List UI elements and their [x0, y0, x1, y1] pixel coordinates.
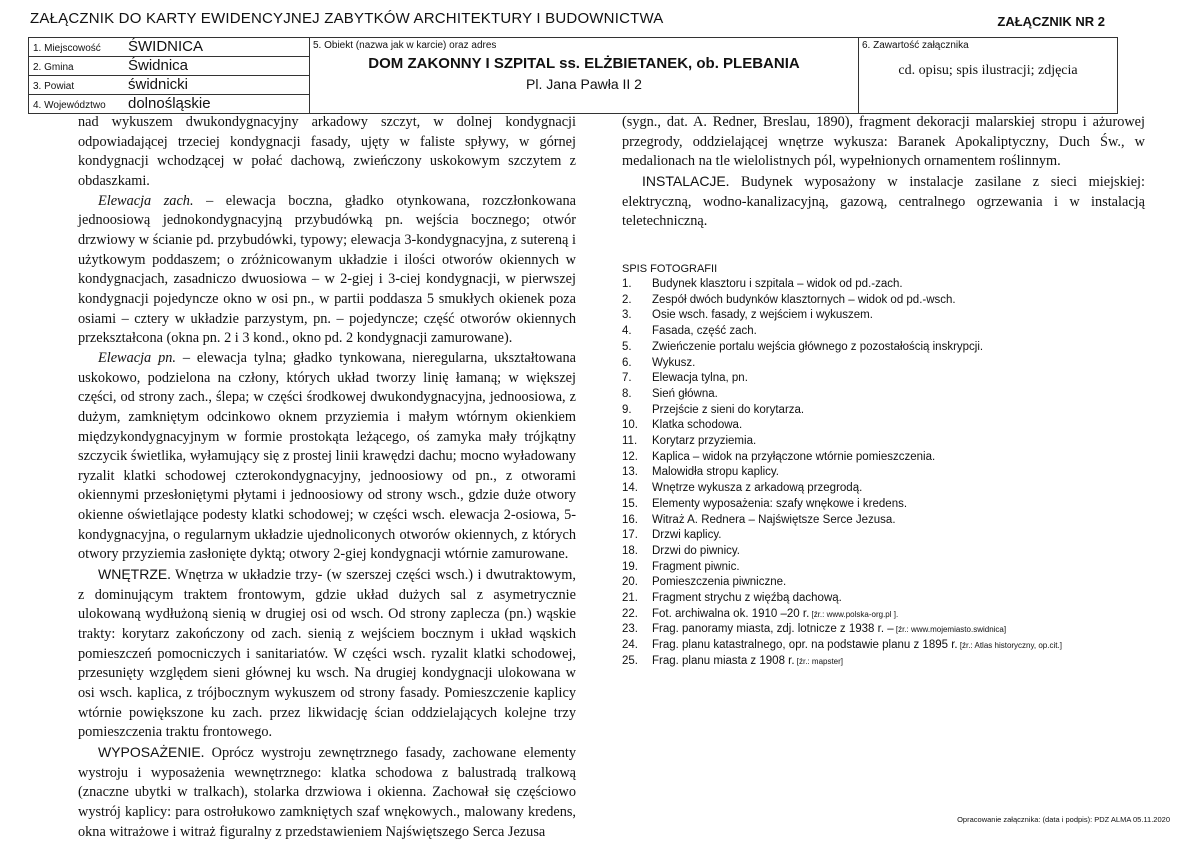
location-fields: [29, 38, 310, 114]
section-heading: Elewacja pn.: [98, 349, 176, 366]
field-value: świdnicki: [128, 76, 189, 93]
photo-list-item: [622, 356, 1182, 372]
photo-list-item: [622, 513, 1182, 529]
field-value: Świdnica: [128, 57, 189, 74]
object-cell: [310, 38, 859, 114]
photo-number: 12.: [622, 450, 638, 463]
photo-caption: Frag. panoramy miasta, zdj. lotnicze z 1938 r. –: [652, 623, 894, 636]
photo-number: 11.: [622, 435, 638, 448]
photo-list-item: [622, 654, 1182, 670]
photo-list-item: [622, 591, 1182, 607]
photo-list-title: SPIS FOTOGRAFII: [622, 263, 718, 275]
field-county: [29, 76, 309, 95]
photo-list-item: [622, 528, 1182, 544]
photo-caption: Kaplica – widok na przyłączone wtórnie pomieszczenia.: [652, 450, 936, 463]
paragraph-facade-continued: nad wykuszem dwukondygnacyjny arkadowy szczyt, w dolnej kondygnacji odpowiadającej trzeciej kondygnacji fasady, ujęty w faliste spływy, w górnej kondygnacji wchodzącej w połać dachową, zwieńczony uskokowym szczytem z obdaszkami.: [78, 114, 576, 189]
photo-list-item: [622, 293, 1182, 309]
photo-number: 4.: [622, 325, 632, 338]
field-label: 2. Gmina: [33, 62, 74, 73]
paragraph-text: – elewacja tylna; gładko tynkowana, nieregularna, ukształtowana uskokowo, podzielona na człony, których układ tworzy linię łamaną; w większej części, od strony zach., ślepa; w części środkowej dwukondygnacyjna, jednoosiowa, z dużym, zamkniętym odcinkowo oknem przyziemia i małym wtórnym okienkiem międzykondygnacyjnym w formie prostokąta leżącego, oś zamyka mały trójkątny szczycik świetlika, wyłamujący się z prostej linii krawędzi dachu; mocno wyładowany ryzalit klatki schodowej czterokondygnacyjny, jednoosiowy od pn., z otworami okiennymi przesłoniętymi płytami i jednoosiowy od strony wsch., gdzie duże otwory okienne oświetlające podesty klatki schodowej; w części wsch. elewacja 2-osiowa, 5-kondygnacyjna, o regularnym układzie ujednoliconych otworów okiennych, z których otwory przyziemia zasłonięte dyktą; otwory 2-giej kondygnacji wtórnie zamurowane.: [78, 349, 576, 563]
photo-list-item: [622, 277, 1182, 293]
photo-number: 21.: [622, 592, 638, 605]
description-left-column: [78, 113, 576, 842]
paragraph-west-elevation: [78, 192, 576, 349]
photo-list-item: [622, 544, 1182, 560]
photo-caption: Zespół dwóch budynków klasztornych – widok od pd.-wsch.: [652, 293, 956, 306]
paragraph-interior: [78, 565, 576, 743]
contents-cell: [859, 38, 1118, 114]
photo-number: 19.: [622, 560, 638, 573]
photo-list-item: [622, 308, 1182, 324]
photo-number: 10.: [622, 419, 638, 432]
photo-caption: Wnętrze wykusza z arkadową przegrodą.: [652, 482, 863, 495]
photo-list-item: [622, 324, 1182, 340]
photo-list-item: [622, 638, 1182, 654]
photo-number: 13.: [622, 466, 638, 479]
photo-caption: Przejście z sieni do korytarza.: [652, 403, 805, 416]
photo-number: 7.: [622, 372, 632, 385]
photo-list-item: [622, 387, 1182, 403]
object-name: DOM ZAKONNY I SZPITAL ss. ELŻBIETANEK, ob. PLEBANIA: [368, 55, 800, 72]
photo-caption: Korytarz przyziemia.: [652, 435, 757, 448]
field-label: 1. Miejscowość: [33, 43, 101, 54]
paragraph-north-elevation: [78, 349, 576, 565]
section-heading: WNĘTRZE: [98, 566, 168, 583]
photo-source: [źr.: mapster]: [794, 656, 844, 666]
photo-list-item: [622, 497, 1182, 513]
photo-number: 24.: [622, 639, 638, 652]
photo-number: 25.: [622, 654, 638, 667]
photo-source: [źr.: www.mojemiasto.swidnica]: [893, 625, 1007, 635]
photo-list-item: [622, 575, 1182, 591]
photo-caption: Osie wsch. fasady, z wejściem i wykuszem.: [652, 309, 873, 322]
photo-caption: Fasada, część zach.: [652, 325, 757, 338]
photo-number: 6.: [622, 356, 632, 369]
paragraph-installations: [622, 172, 1145, 232]
photo-list-item: [622, 481, 1182, 497]
attachment-number: ZAŁĄCZNIK NR 2: [997, 14, 1105, 29]
photo-number: 16.: [622, 513, 638, 526]
photo-caption: Malowidła stropu kaplicy.: [652, 466, 779, 479]
photo-number: 8.: [622, 387, 632, 400]
paragraph-text: . Oprócz wystroju zewnętrznego fasady, zachowane elementy wystroju i wyposażenia wewnętrznego: klatka schodowa z balustradą tralkową (znaczne ubytki w tralkach), stolarka drzwiowa i okienna. Zachował się częściowo wystrój kaplicy: para ostrołukowo zamkniętych szaf wnękowych., malowany kredens, okna witrażowe i witraż figuralny z przedstawieniem Najświętszego Serca Jezusa: [78, 745, 576, 840]
field-label: 3. Powiat: [33, 81, 75, 92]
photo-list-item: [622, 418, 1182, 434]
paragraph-furnishings: [78, 743, 576, 842]
description-right-column: [622, 113, 1145, 232]
photo-number: 23.: [622, 623, 638, 636]
header-table: [28, 37, 1118, 114]
photo-number: 14.: [622, 482, 638, 495]
document-title: ZAŁĄCZNIK DO KARTY EWIDENCYJNEJ ZABYTKÓW ARCHITEKTURY I BUDOWNICTWA: [30, 10, 664, 27]
photo-caption: Zwieńczenie portalu wejścia głównego z pozostałością inskrypcji.: [652, 340, 984, 353]
photo-number: 18.: [622, 544, 638, 557]
contents-value: cd. opisu; spis ilustracji; zdjęcia: [898, 63, 1078, 78]
photo-caption: Witraż A. Rednera – Najświętsze Serce Jezusa.: [652, 513, 896, 526]
field-voivodeship: [29, 95, 309, 113]
photo-caption: Fot. archiwalna ok. 1910 –20 r.: [652, 607, 810, 620]
photo-list-item: [622, 340, 1182, 356]
photo-caption: Fragment piwnic.: [652, 560, 740, 573]
photo-number: 15.: [622, 497, 638, 510]
field-locality: [29, 38, 309, 57]
photo-list-item: [622, 371, 1182, 387]
section-heading: WYPOSAŻENIE: [98, 744, 201, 760]
footer-signature-line: Opracowanie załącznika: (data i podpis): PDZ ALMA 05.11.2020: [957, 815, 1170, 824]
photo-number: 20.: [622, 576, 638, 589]
photo-list: [622, 277, 1182, 670]
photo-list-item: [622, 450, 1182, 466]
photo-list-item: [622, 622, 1182, 638]
field-value: ŚWIDNICA: [128, 38, 203, 55]
paragraph-text: . Wnętrza w układzie trzy- (w szerszej części wsch.) i dwutraktowym, z dominującym traktem frontowym, gdzie układ dużych sal z asymetrycznie ulokowaną wydłużoną sienią w drugiej osi od wsch. Od strony zaplecza (pn.) wąskie trakty: korytarz zakończony od zach. sienią z wejściem bocznym i układ wąskich pomieszczeń pomocniczych i sanitariatów. W części wsch. ryzalit klatki schodowej, przesunięty względem sieni głównej ku wsch. Na drugiej kondygnacji ulokowana w osi wsch. kaplica, z trójbocznym wykuszem od strony fasady. Pomieszczenie kaplicy wtórnie powiększone ku zach. przez likwidację ścian oddzielających kolejne trzy pomieszczenia traktu frontowego.: [78, 567, 576, 741]
paragraph-text: – elewacja boczna, gładko otynkowana, rozczłonkowana jednoosiową jednokondygnacyjną przybudówką pn. wejścia bocznego; otwór drzwiowy w ścianie pd. przybudówki, typowy; elewacja 3-kondygnacyjna, z sutereną i użytkowym poddaszem; o zróżnicowanym układzie i ilości otworów okiennych w kondygnacjach, zasadniczo dwuosiowa – w 2-giej i 3-ciej kondygnacji, w pierwszej kondygnacji pojedyncze okno w osi pn., w partii poddasza 5 smukłych okienek poza osiami – cztery w układzie parzystym, pn. – pojedyncze; część otworów okiennych przekształcona (okna pn. 2 i 3 kond., okno pd. 2 kondygnacji zamurowane).: [78, 192, 576, 347]
field-commune: [29, 57, 309, 76]
paragraph-text: . Budynek wyposażony w instalacje zasilane z sieci miejskiej: elektryczną, wodno-kanalizacyjną, gazową, centralnego ogrzewania i w instalacją teletechniczną.: [622, 173, 1145, 230]
photo-caption: Budynek klasztoru i szpitala – widok od pd.-zach.: [652, 278, 903, 290]
photo-caption: Drzwi kaplicy.: [652, 529, 722, 542]
section-heading: Elewacja zach.: [98, 192, 194, 209]
photo-number: 1.: [622, 278, 632, 290]
photo-list-item: [622, 465, 1182, 481]
photo-number: 22.: [622, 607, 638, 620]
field-label: 4. Województwo: [33, 100, 106, 111]
object-label: 5. Obiekt (nazwa jak w karcie) oraz adres: [313, 40, 497, 51]
photo-caption: Klatka schodowa.: [652, 419, 743, 432]
paragraph-furnishings-continued: (sygn., dat. A. Redner, Breslau, 1890), fragment dekoracji malarskiej stropu i ażurowej przegrody, oddzielającej wnętrze wykusza: Baranek Apokaliptyczny, Duch Św., w medalionach na tle wielolistnych pól, wypełnionych ornamentem roślinnym.: [622, 114, 1145, 170]
field-value: dolnośląskie: [128, 95, 211, 112]
photo-caption: Elewacja tylna, pn.: [652, 372, 748, 385]
photo-number: 9.: [622, 403, 632, 416]
section-heading: INSTALACJE: [642, 172, 726, 189]
photo-caption: Wykusz.: [652, 356, 696, 369]
photo-list-item: [622, 434, 1182, 450]
photo-source: [źr.: Atlas historyczny, op.cit.]: [957, 641, 1062, 651]
photo-list-item: [622, 403, 1182, 419]
photo-number: 5.: [622, 340, 632, 353]
object-address: Pl. Jana Pawła II 2: [526, 76, 642, 92]
photo-caption: Frag. planu katastralnego, opr. na podstawie planu z 1895 r.: [652, 639, 958, 652]
photo-caption: Frag. planu miasta z 1908 r.: [652, 654, 795, 667]
photo-number: 2.: [622, 293, 632, 306]
photo-caption: Drzwi do piwnicy.: [652, 544, 740, 557]
photo-number: 3.: [622, 309, 632, 322]
photo-caption: Elementy wyposażenia: szafy wnękowe i kredens.: [652, 497, 908, 510]
photo-caption: Fragment strychu z więźbą dachową.: [652, 592, 842, 605]
contents-label: 6. Zawartość załącznika: [862, 40, 969, 51]
photo-source: [źr.: www.polska-org.pl ].: [809, 609, 899, 619]
photo-caption: Sień główna.: [652, 387, 718, 400]
photo-number: 17.: [622, 529, 638, 542]
photo-list-item: [622, 607, 1182, 623]
photo-caption: Pomieszczenia piwniczne.: [652, 576, 787, 589]
photo-list-item: [622, 560, 1182, 576]
